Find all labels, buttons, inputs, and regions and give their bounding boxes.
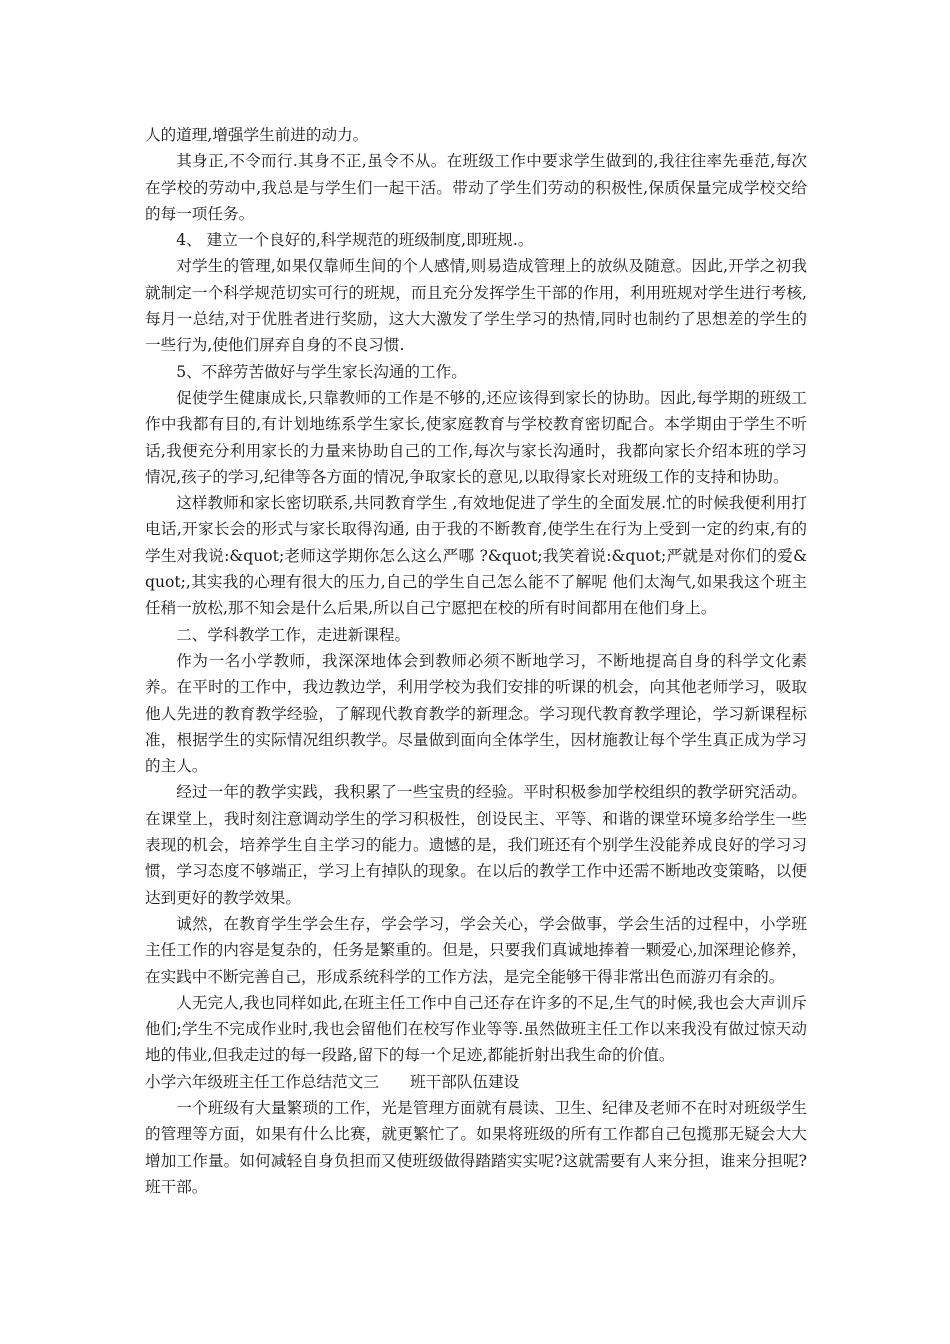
paragraph-continuous-learning: 作为一名小学教师，我深深地体会到教师必须不断地学习，不断地提高自身的科学文化素养。在平时的工作中，我边教边学，利用学校为我们安排的听课的机会，向其他老师学习，吸取他人先进的教育教学经验，了解现代教育教学的新理念。学习现代教育教学理论，学习新课程标准，根据学生的实际情况组织教学。尽量做到面向全体学生，因材施教让每个学生真正成为学习的主人。	[145, 651, 807, 776]
article-title: 小学六年级班主任工作总结范文三 班干部队伍建设	[145, 1072, 520, 1091]
section-heading-5: 5、不辞劳苦做好与学生家长沟通的工作。	[176, 362, 467, 381]
paragraph-class-rules: 对学生的管理,如果仅靠师生间的个人感情,则易造成管理上的放纵及随意。因此,开学之初我就制定一个科学规范切实可行的班规，而且充分发挥学生干部的作用，利用班规对学生进行考核,每月一总结,对于优胜者进行奖励，这大大激发了学生学习的热情,同时也制约了思想差的学生的一些行为,使他们屏弃自身的不良习惯.	[145, 257, 807, 355]
paragraph-parent-communication: 促使学生健康成长,只靠教师的工作是不够的,还应该得到家长的协助。因此,每学期的班级工作中我都有目的,有计划地练系学生家长,使家庭教育与学校教育密切配合。本学期由于学生不听话,我便充分利用家长的力量来协助自己的工作,每次与家长沟通时，我都向家长介绍本班的学习情况,孩子的学习,纪律等各方面的情况,争取家长的意见,以取得家长对班级工作的支持和协助。	[145, 388, 807, 486]
section-heading-4: 4、 建立一个良好的,科学规范的班级制度,即班规.。	[176, 231, 534, 250]
paragraph-self-reflection: 人无完人,我也同样如此,在班主任工作中自己还存在许多的不足,生气的时候,我也会大声训斥他们;学生不完成作业时,我也会留他们在校写作业等等.虽然做班主任工作以来我没有做过惊天动地的伟业,但我走过的每一段路,留下的每一个足迹,都能折射出我生命的价值。	[145, 993, 807, 1065]
paragraph-lead-by-example: 其身正,不令而行.其身不正,虽令不从。在班级工作中要求学生做到的,我往往率先垂范,每次在学校的劳动中,我总是与学生们一起干活。带动了学生们劳动的积极性,保质保量完成学校交给的每一项任务。	[145, 152, 807, 223]
document-page	[145, 122, 807, 1200]
paragraph-class-cadres: 一个班级有大量繁琐的工作，光是管理方面就有晨读、卫生、纪律及老师不在时对班级学生的管理等方面，如果有什么比赛，就更繁忙了。如果将班级的所有工作都自己包揽那无疑会大大增加工作量。如何减轻自身负担而又使班级做得踏踏实实呢?这就需要有人来分担，谁来分担呢?班干部。	[145, 1098, 807, 1196]
section-heading-teaching: 二、学科教学工作，走进新课程。	[176, 625, 411, 644]
paragraph-summary: 诚然，在教育学生学会生存，学会学习，学会关心，学会做事，学会生活的过程中，小学班主任工作的内容是复杂的，任务是繁重的。但是，只要我们真诚地捧着一颗爱心,加深理论修养，在实践中不断完善自己，形成系统科学的工作方法，是完全能够干得非常出色而游刃有余的。	[145, 914, 807, 986]
paragraph-teaching-practice: 经过一年的教学实践，我积累了一些宝贵的经验。平时积极参加学校组织的教学研究活动。在课堂上，我时刻注意调动学生的学习积极性，创设民主、平等、和谐的课堂环境多给学生一些表现的机会，培养学生自主学习的能力。遗憾的是，我们班还有个别学生没能养成良好的学习习惯，学习态度不够端正，学习上有掉队的现象。在以后的教学工作中还需不断地改变策略，以便达到更好的教学效果。	[145, 783, 807, 907]
paragraph-continuation: 人的道理,增强学生前进的动力。	[145, 126, 369, 144]
paragraph-teacher-parent-contact: 这样教师和家长密切联系,共同教育学生 ,有效地促进了学生的全面发展.忙的时候我便利用打电话,开家长会的形式与家长取得沟通, 由于我的不断教育,使学生在行为上受到一定的约束,有的学生对我说:&quot;老师这学期你怎么这么严哪 ?&quot;我笑着说:&quot;严就是对你们的爱&quot;,其实我的心理有很大的压力,自己的学生自己怎么能不了解呢 他们太淘气,如果我这个班主任稍一放松,那不知会是什么后果,所以自己宁愿把在校的所有时间都用在他们身上。	[145, 494, 807, 618]
